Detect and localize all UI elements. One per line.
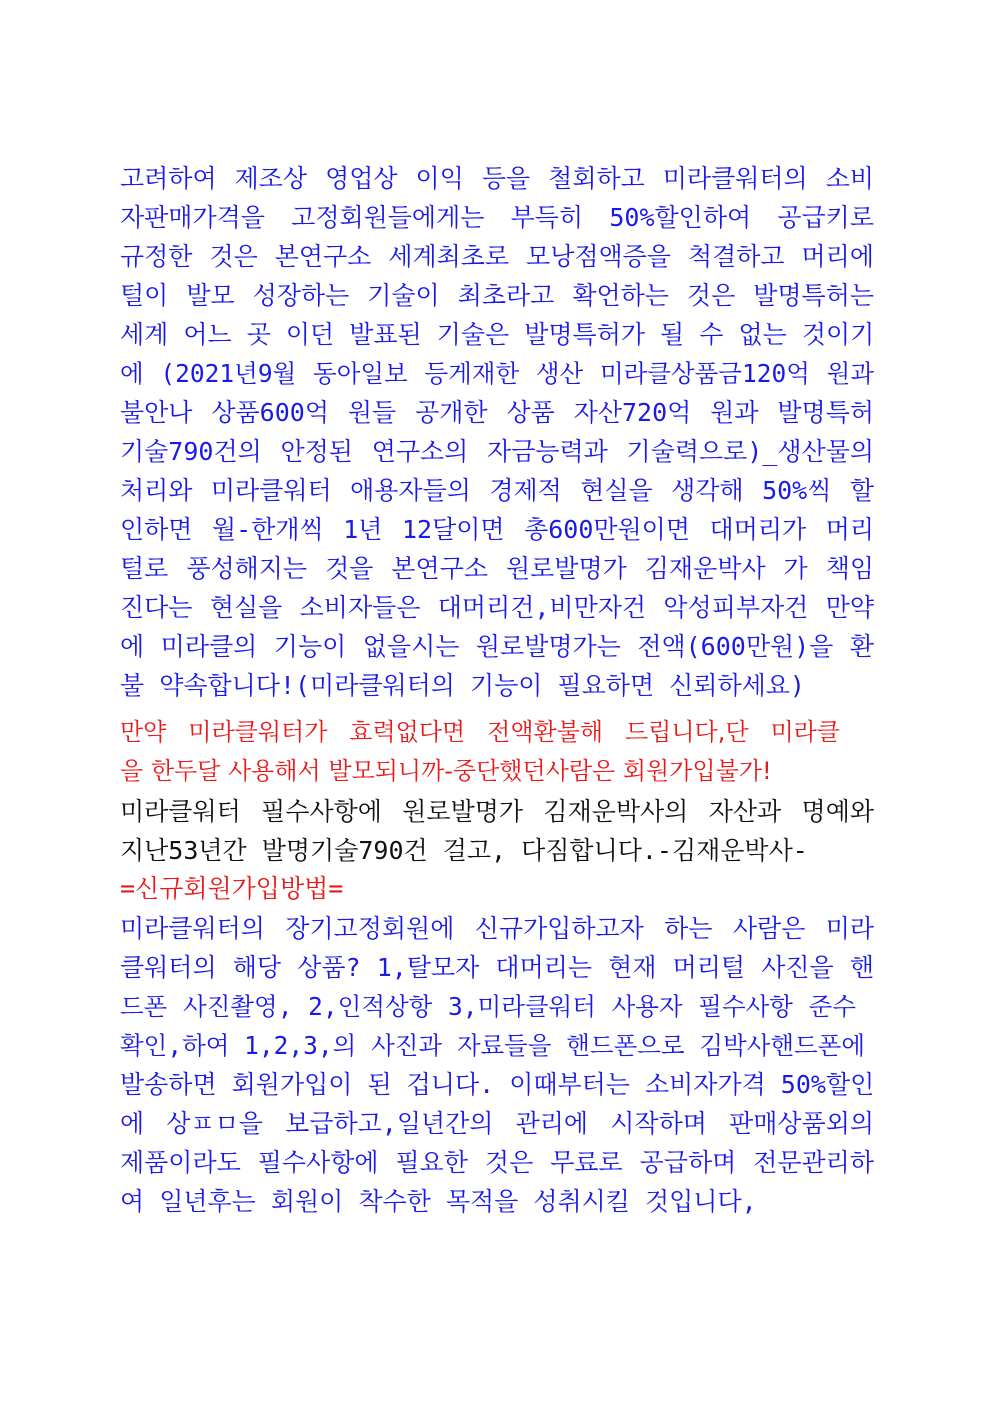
paragraph1-line: 털이 발모 성장하는 기술이 최초라고 확언하는 것은 발명특허는 [120,281,874,310]
paragraph2-line: 확인,하여 1,2,3,의 사진과 자료들을 핸드폰으로 김박사핸드폰에 [120,1031,866,1060]
paragraph1-line: 불안나 상품600억 원들 공개한 상품 자산720억 원과 발명특허 [120,398,874,427]
refund-notice-line: 을 한두달 사용해서 발모되니까-중단했던사람은 회원가입불가! [120,757,772,785]
paragraph1-line: 에 (2021년9월 동아일보 등게재한 생산 미라클상품금120억 원과 [120,359,874,388]
refund-notice-line: 만약 미라클워터가 효력없다면 전액환불해 드립니다,단 미라클 [120,718,840,746]
paragraph1-line: 에 미라클의 기능이 없을시는 원로발명가는 전액(600만원)을 환 [120,632,874,661]
paragraph1-line: 털로 풍성해지는 것을 본연구소 원로발명가 김재운박사 가 책임 [120,554,874,583]
paragraph1-line: 불 약속합니다!(미라클워터의 기능이 필요하면 신뢰하세요) [120,671,805,700]
paragraph1-line: 규정한 것은 본연구소 세계최초로 모낭점액증을 척결하고 머리에 [120,242,874,271]
pledge-line: 미라클워터 필수사항에 원로발명가 김재운박사의 자산과 명예와 [120,797,874,826]
paragraph2-line: 제품이라도 필수사항에 필요한 것은 무료로 공급하며 전문관리하 [120,1148,874,1177]
section-heading: =신규회원가입방법= [120,874,344,903]
pledge-line: 지난53년간 발명기술790건 걸고, 다짐합니다.-김재운박사- [120,836,808,865]
paragraph1-line: 기술790건의 안정된 연구소의 자금능력과 기술력으로)_생산물의 [120,437,874,466]
paragraph2-line: 여 일년후는 회원이 착수한 목적을 성취시킬 것입니다, [120,1187,757,1216]
paragraph1-line: 진다는 현실을 소비자들은 대머리건,비만자건 악성피부자건 만약 [120,593,874,622]
paragraph2-line: 발송하면 회원가입이 된 겁니다. 이때부터는 소비자가격 50%할인 [120,1070,875,1099]
paragraph1-line: 처리와 미라클워터 애용자들의 경제적 현실을 생각해 50%씩 할 [120,476,874,505]
paragraph1-line: 자판매가격을 고정회원들에게는 부득히 50%할인하여 공급키로 [120,203,874,232]
paragraph2-line: 미라클워터의 장기고정회원에 신규가입하고자 하는 사람은 미라 [120,914,874,943]
paragraph1-line: 인하면 월-한개씩 1년 12달이면 총600만원이면 대머리가 머리 [120,515,874,544]
paragraph1-line: 세계 어느 곳 이던 발표된 기술은 발명특허가 될 수 없는 것이기 [120,320,875,349]
paragraph2-line: 클워터의 해당 상품? 1,탈모자 대머리는 현재 머리털 사진을 핸 [120,953,874,982]
paragraph2-line: 드폰 사진촬영, 2,인적상항 3,미라클워터 사용자 필수사항 준수 [120,992,856,1021]
paragraph1-line: 고려하여 제조상 영업상 이익 등을 철회하고 미라클워터의 소비 [120,164,874,193]
paragraph2-line: 에 상ㅍㅁ을 보급하고,일년간의 관리에 시작하며 판매상품외의 [120,1109,874,1138]
